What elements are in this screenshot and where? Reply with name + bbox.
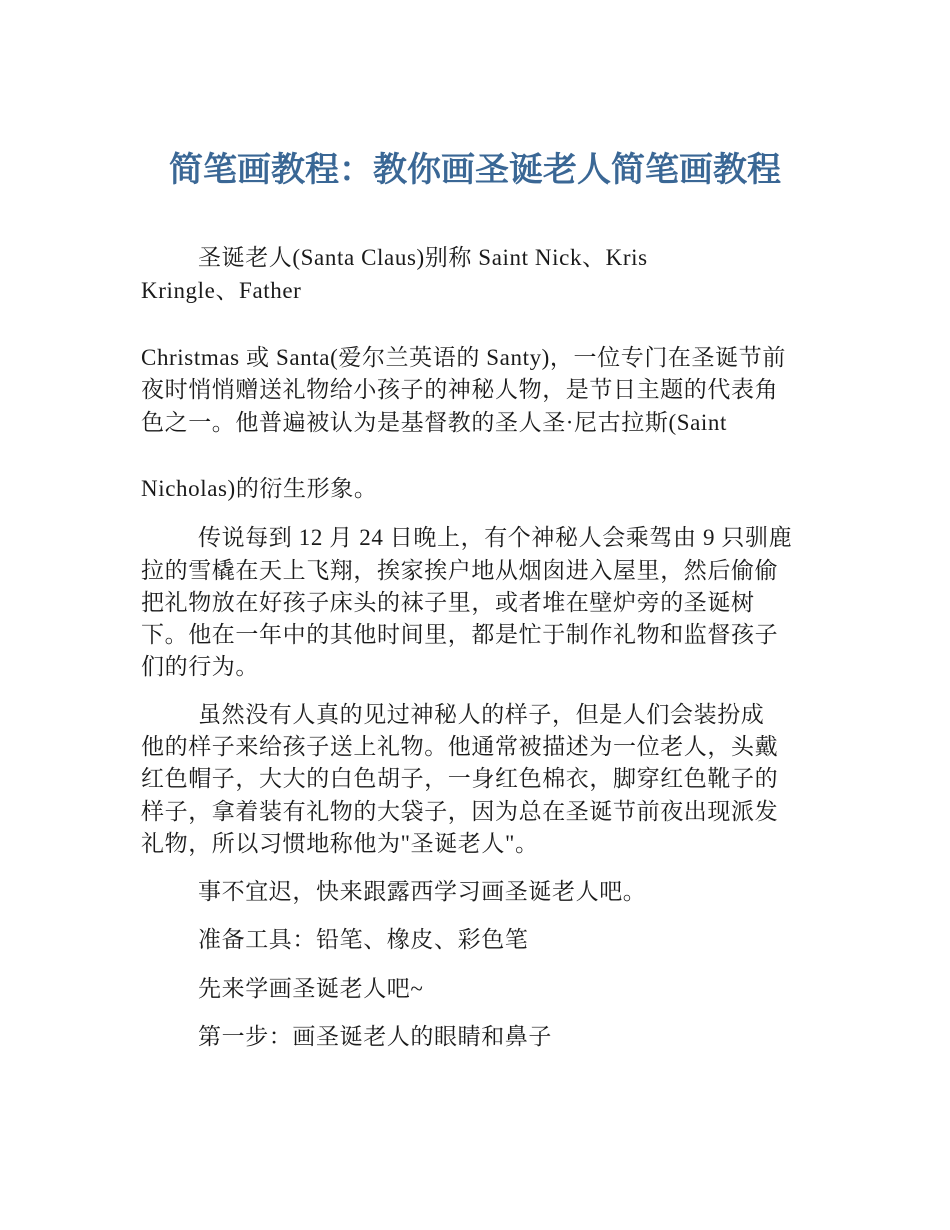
paragraph-line: 圣诞老人(Santa Claus)别称 Saint Nick、Kris (198, 245, 648, 270)
paragraph-line: 把礼物放在好孩子床头的袜子里，或者堆在壁炉旁的圣诞树 (141, 590, 755, 615)
paragraph-line: 们的行为。 (141, 654, 259, 679)
paragraph-line: 样子，拿着装有礼物的大袋子，因为总在圣诞节前夜出现派发 (141, 799, 779, 824)
paragraph-line: 下。他在一年中的其他时间里，都是忙于制作礼物和监督孩子 (141, 622, 779, 647)
paragraph-tools: 准备工具：铅笔、橡皮、彩色笔 (198, 927, 529, 952)
paragraph-line: 传说每到 12 月 24 日晚上，有个神秘人会乘驾由 9 只驯鹿 (198, 525, 793, 550)
paragraph-line: 拉的雪橇在天上飞翔，挨家挨户地从烟囱进入屋里，然后偷偷 (141, 558, 779, 583)
paragraph-start: 先来学画圣诞老人吧~ (198, 976, 424, 1001)
document-title: 简笔画教程：教你画圣诞老人简笔画教程 (169, 150, 781, 190)
paragraph-line: Nicholas)的衍生形象。 (141, 476, 378, 501)
paragraph-line: 红色帽子，大大的白色胡子，一身红色棉衣，脚穿红色靴子的 (141, 766, 779, 791)
paragraph-line: 虽然没有人真的见过神秘人的样子，但是人们会装扮成 (198, 702, 765, 727)
paragraph-line: 他的样子来给孩子送上礼物。他通常被描述为一位老人，头戴 (141, 734, 779, 759)
paragraph-line: 色之一。他普遍被认为是基督教的圣人圣·尼古拉斯(Saint (141, 410, 727, 435)
paragraph-line: Kringle、Father (141, 278, 302, 303)
paragraph-step-one: 第一步：画圣诞老人的眼睛和鼻子 (198, 1024, 552, 1049)
paragraph-call-to-action: 事不宜迟，快来跟露西学习画圣诞老人吧。 (198, 879, 647, 904)
paragraph-line: 礼物，所以习惯地称他为"圣诞老人"。 (141, 831, 539, 856)
paragraph-line: 夜时悄悄赠送礼物给小孩子的神秘人物，是节日主题的代表角 (141, 377, 779, 402)
paragraph-line: Christmas 或 Santa(爱尔兰英语的 Santy)，一位专门在圣诞节前 (141, 345, 786, 370)
